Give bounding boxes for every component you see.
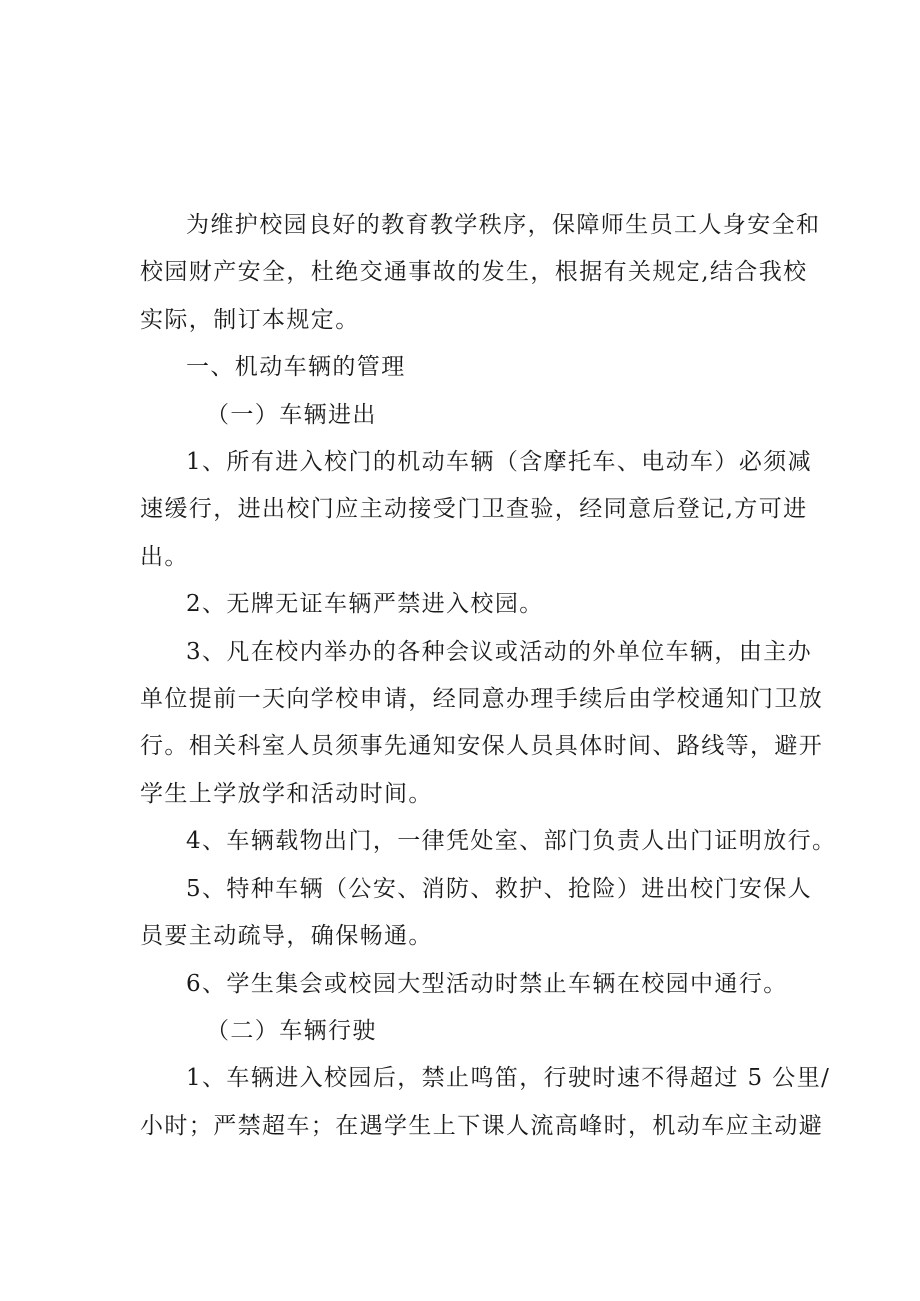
paragraph-intro-line-2: 校园财产安全，杜绝交通事故的发生，根据有关规定,结合我校 [140, 259, 808, 286]
item-3-line-1: 3、凡在校内举办的各种会议或活动的外单位车辆，由主办 [186, 638, 813, 665]
item-1-line-3: 出。 [140, 543, 189, 570]
driving-item-1-line-2: 小时；严禁超车；在遇学生上下课人流高峰时，机动车应主动避 [140, 1112, 824, 1139]
item-5-line-1: 5、特种车辆（公安、消防、救护、抢险）进出校门安保人 [186, 875, 813, 902]
item-3-line-3: 行。相关科室人员须事先通知安保人员具体时间、路线等，避开 [140, 733, 824, 760]
subsection-heading-vehicle-entry: （一）车辆进出 [206, 401, 377, 428]
item-1-line-1: 1、所有进入校门的机动车辆（含摩托车、电动车）必须减 [186, 449, 813, 476]
item-2-line-1: 2、无牌无证车辆严禁进入校园。 [186, 591, 544, 618]
section-heading-1: 一、机动车辆的管理 [186, 354, 406, 381]
item-3-line-2: 单位提前一天向学校申请，经同意办理手续后由学校通知门卫放 [140, 686, 824, 713]
paragraph-intro-line-3: 实际，制订本规定。 [140, 306, 360, 333]
driving-item-1-line-1: 1、车辆进入校园后，禁止鸣笛，行驶时速不得超过 5 公里/ [186, 1065, 831, 1092]
item-6-line-1: 6、学生集会或校园大型活动时禁止车辆在校园中通行。 [186, 970, 788, 997]
document-body [140, 202, 837, 1150]
item-3-line-4: 学生上学放学和活动时间。 [140, 780, 433, 807]
item-4-line-1: 4、车辆载物出门，一律凭处室、部门负责人出门证明放行。 [186, 828, 837, 855]
paragraph-intro-line-1: 为维护校园良好的教育教学秩序，保障师生员工人身安全和 [186, 212, 821, 238]
item-1-line-2: 速缓行，进出校门应主动接受门卫查验，经同意后登记,方可进 [140, 496, 808, 523]
subsection-heading-vehicle-driving: （二）车辆行驶 [206, 1017, 377, 1044]
item-5-line-2: 员要主动疏导，确保畅通。 [140, 923, 433, 950]
